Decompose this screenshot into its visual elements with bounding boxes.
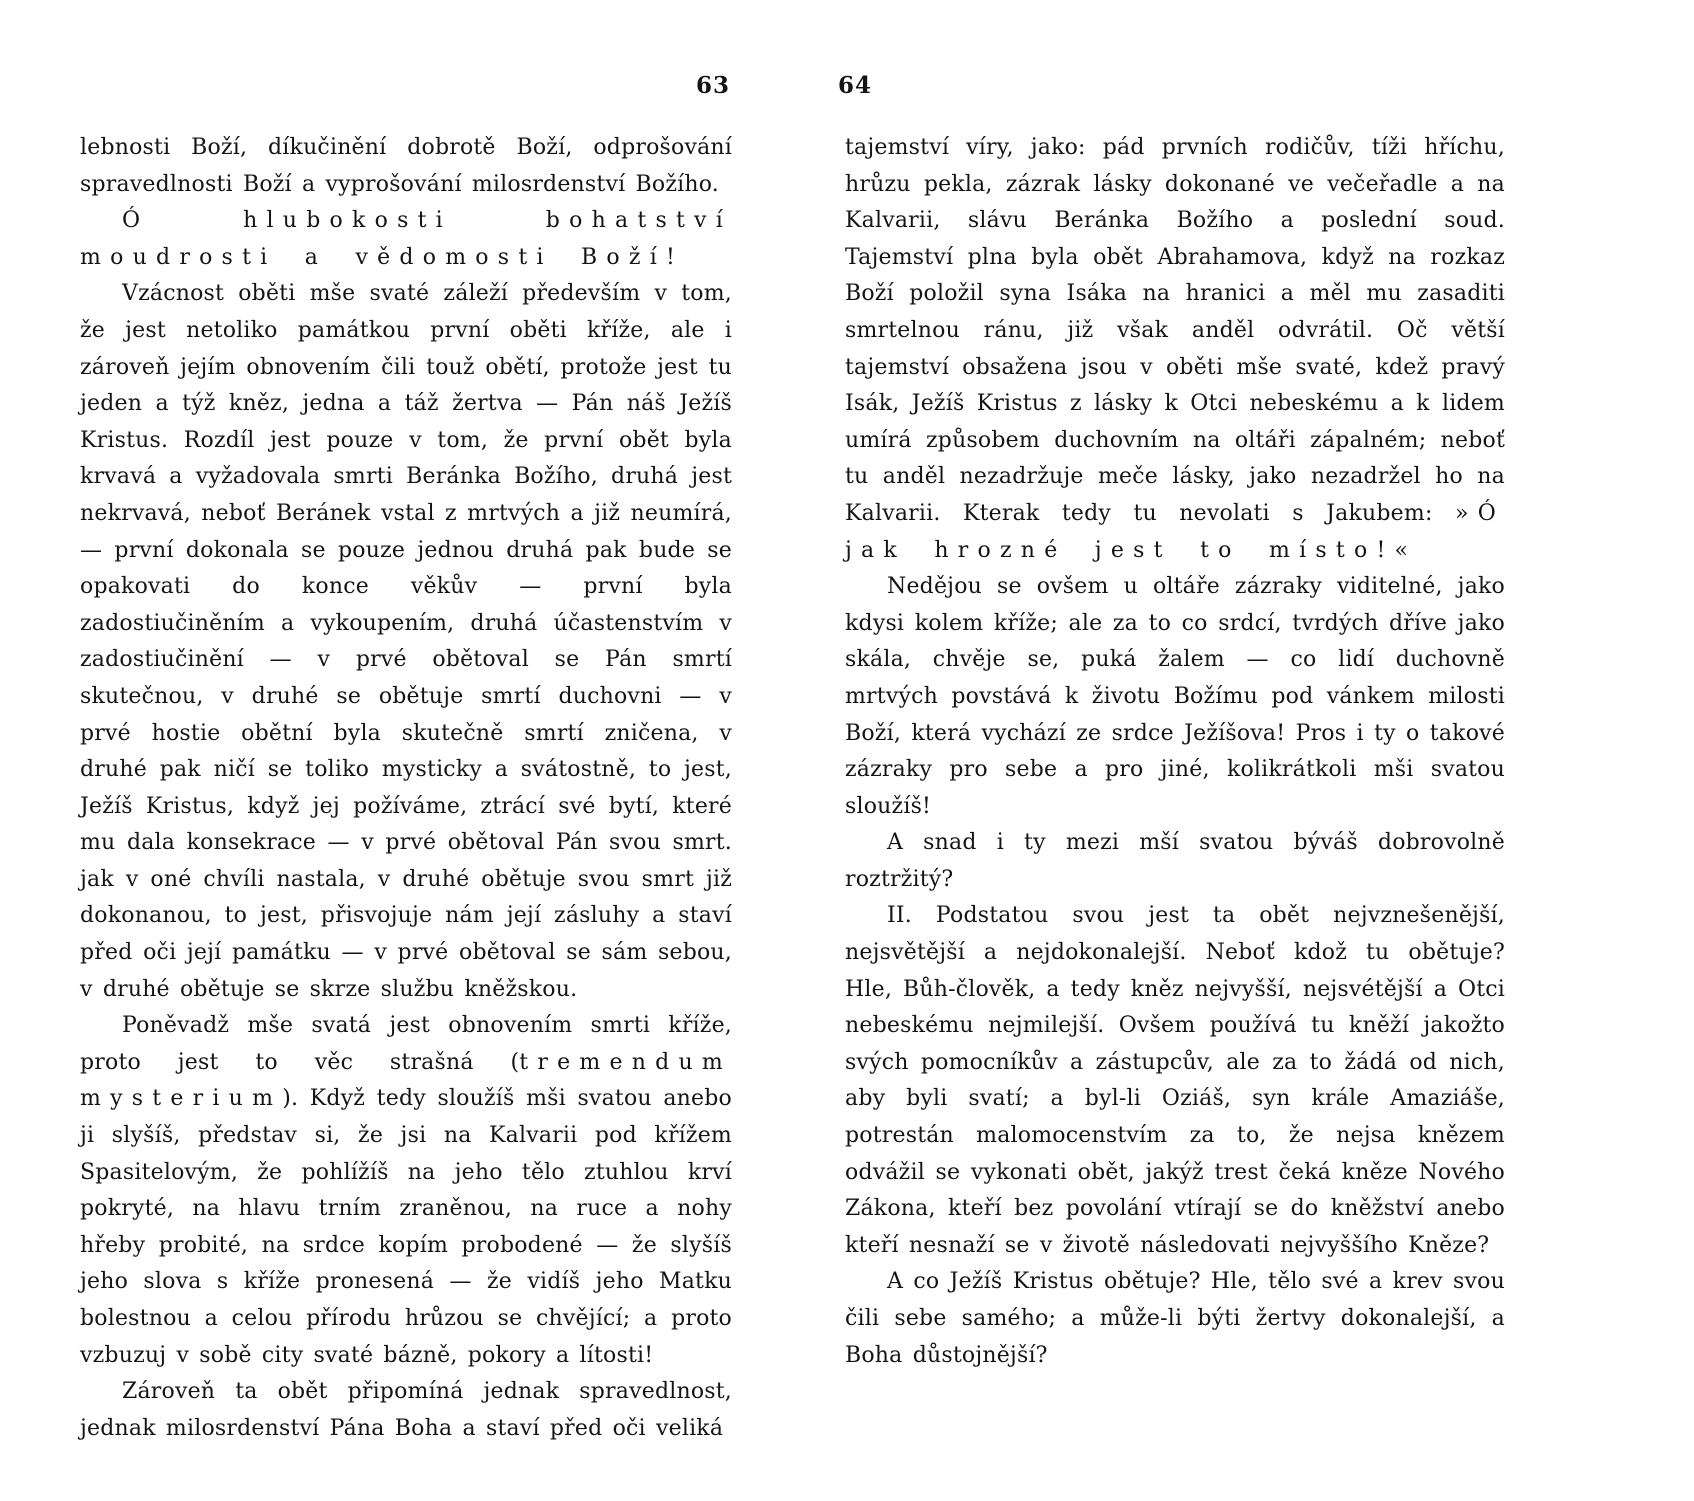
paragraph-text: A snad i ty mezi mší svatou býváš dobrovolně roztržitý? xyxy=(845,830,1505,892)
paragraph xyxy=(845,898,1505,1264)
paragraph-invocation xyxy=(80,203,732,276)
paragraph-text: Zároveň ta obět připomíná jednak spravedlnost, jednak milosrdenství Pána Boha a staví před oči veliká xyxy=(80,1379,732,1441)
paragraph-text: Nedějou se ovšem u oltáře zázraky viditelné, jako kdysi kolem kříže; ale za to co srdcí, tvrdých dříve jako skála, chvěje se, puká žalem — co lidí duchovně mrtvých povstává k životu Božímu pod vánkem milosti Boží, která vychází ze srdce Ježíšova! Pros i ty o takové zázraky pro sebe a pro jiné, kolikrátkoli mši svatou sloužíš! xyxy=(845,574,1505,819)
paragraph-text: II. Podstatou svou jest ta obět nejvznešenější, nejsvětější a nejdokonalejší. Neboť kdož tu obětuje? Hle, Bůh-člověk, a tedy kněz nejvyšší, nejsvétější a Otci nebeskému nejmilejší. Ovšem používá tu kněží jakožto svých pomocníkův a zástupcův, ale za to žádá od nich, aby byli svatí; a byl-li Oziáš, syn krále Amaziáše, potrestán malomocenstvím za to, že nejsa knězem odvážil se vykonati obět, jakýž trest čeká kněze Nového Zákona, kteří bez povolání vtírají se do kněžství anebo kteří nesnaží se v životě následovati nejvyššího Kněze? xyxy=(845,903,1505,1258)
paragraph-text: lebnosti Boží, díkučinění dobrotě Boží, odprošování spravedlnosti Boží a vyprošování milosrdenství Božího. xyxy=(80,135,732,197)
paragraph-text-spaced: tremendum mysterium xyxy=(80,1049,732,1112)
page-right-text-column xyxy=(845,130,1505,1374)
paragraph xyxy=(80,276,732,1008)
paragraph-text: ). Když tedy sloužíš mši svatou anebo ji slyšíš, představ si, že jsi na Kalvarii pod křížem Spasitelovým, že pohlížíš na jeho tělo ztuhlou krví pokryté, na hlavu trním zraněnou, na ruce a nohy hřeby probité, na srdce kopím probodené — že slyšíš jeho slova s kříže pronesená — že vidíš jeho Matku bolestnou a celou přírodu hrůzou se chvějící; a proto vzbuzuj v sobě city svaté bázně, pokory a lítosti! xyxy=(80,1086,732,1368)
paragraph xyxy=(845,1264,1505,1374)
paragraph-continuation xyxy=(80,130,732,203)
paragraph xyxy=(80,1374,732,1447)
page-number-left: 63 xyxy=(696,72,731,99)
paragraph-text: Poněvadž mše svatá jest obnovením smrti kříže, proto jest to věc strašná ( xyxy=(80,1013,732,1075)
page-number-right: 64 xyxy=(838,72,873,99)
page-left-text-column xyxy=(80,130,732,1447)
paragraph-text: tajemství víry, jako: pád prvních rodičův, tíži hříchu, hrůzu pekla, zázrak lásky dokonané ve večeřadle a na Kalvarii, slávu Beránka Božího a poslední soud. Tajemství plna byla obět Abrahamova, když na rozkaz Boží položil syna Isáka na hranici a měl mu zasaditi smrtelnou ránu, již však anděl odvrátil. Oč větší tajemství obsažena jsou v oběti mše svaté, kdež pravý Isák, Ježíš Kristus z lásky k Otci nebeskému a k lidem umírá způsobem duchovním na oltáři zápalném; neboť tu anděl nezadržuje meče lásky, jako nezadržel ho na Kalvarii. Kterak tedy tu nevolati s Jakubem: xyxy=(845,135,1505,526)
paragraph xyxy=(845,569,1505,825)
paragraph xyxy=(845,825,1505,898)
paragraph-text: A co Ježíš Kristus obětuje? Hle, tělo své a krev svou čili sebe samého; a může-li býti žertvy dokonalejší, a Boha důstojnější? xyxy=(845,1269,1505,1368)
paragraph-text-spaced: »Ó jak hrozné jest to místo!« xyxy=(845,500,1505,563)
paragraph-text-spaced: Ó hlubokosti bohatství moudrosti a vědomosti Boží! xyxy=(80,208,732,270)
paragraph xyxy=(80,1008,732,1374)
paragraph-text: Vzácnost oběti mše svaté záleží především v tom, že jest netoliko památkou první oběti kříže, ale i zároveň jejím obnovením čili touž obětí, protože jest tu jeden a týž kněz, jedna a táž žertva — Pán náš Ježíš Kristus. Rozdíl jest pouze v tom, že první obět byla krvavá a vyžadovala smrti Beránka Božího, druhá jest nekrvavá, neboť Beránek vstal z mrtvých a již neumírá, — první dokonala se pouze jednou druhá pak bude se opakovati do konce věkův — první byla zadostiučiněním a vykoupením, druhá účastenstvím v zadostiučinění — v prvé obětoval se Pán smrtí skutečnou, v druhé se obětuje smrtí duchovni — v prvé hostie obětní byla skutečně smrtí zničena, v druhé pak ničí se toliko mysticky a svátostně, to jest, Ježíš Kristus, když jej požíváme, ztrácí své bytí, které mu dala konsekrace — v prvé obětoval Pán svou smrt. jak v oné chvíli nastala, v druhé obětuje svou smrt již dokonanou, to jest, přisvojuje nám její zásluhy a staví před oči její památku — v prvé obětoval se sám sebou, v druhé obětuje se skrze službu kněžskou. xyxy=(80,281,732,1002)
paragraph-continuation xyxy=(845,130,1505,569)
